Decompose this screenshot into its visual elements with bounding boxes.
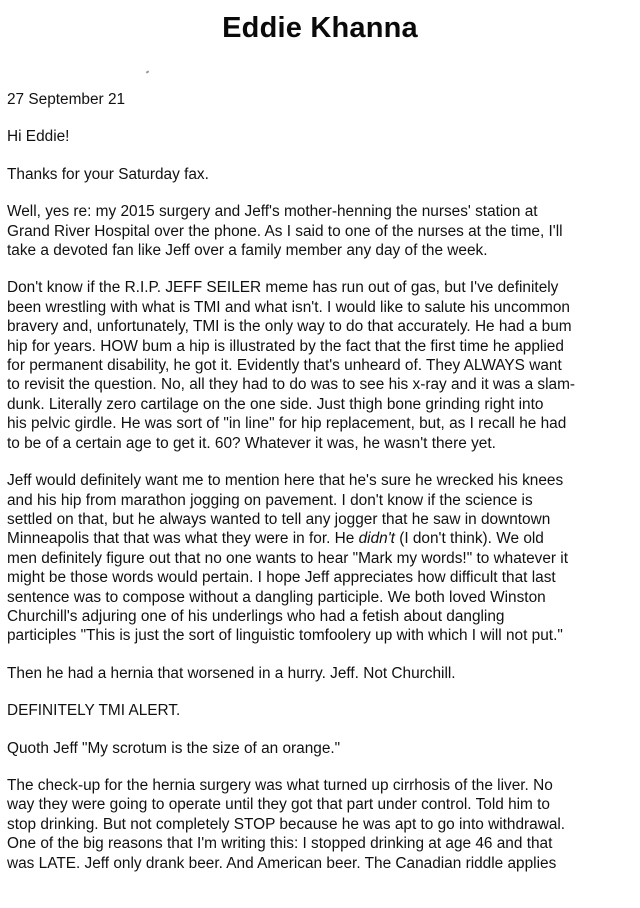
- paragraph-jogging: [7, 471, 635, 646]
- paragraph-line: sentence was to compose without a dangling participle. We both loved Winston: [7, 588, 546, 606]
- italic-word: didn't: [358, 530, 395, 548]
- paragraph-line: been wrestling with what is TMI and what isn't. I would like to salute his uncommon: [7, 298, 570, 316]
- paragraph-line: One of the big reasons that I'm writing this: I stopped drinking at age 46 and that: [7, 835, 553, 853]
- paragraph-line: take a devoted fan like Jeff over a family member any day of the week.: [7, 242, 488, 260]
- paragraph-line: Grand River Hospital over the phone. As I said to one of the nurses at the time, I'll: [7, 222, 563, 240]
- letter-greeting: [7, 127, 635, 146]
- paragraph-line: The check-up for the hernia surgery was what turned up cirrhosis of the liver. No: [7, 776, 553, 794]
- letter-date: [7, 90, 635, 109]
- paragraph-line: his pelvic girdle. He was sort of "in line" for hip replacement, but, as I recall he had: [7, 415, 567, 433]
- paragraph-line: and his hip from marathon jogging on pavement. I don't know if the science is: [7, 491, 533, 509]
- greeting-line: Hi Eddie!: [7, 128, 70, 146]
- paragraph-line: [7, 529, 635, 548]
- paragraph-quote: [7, 739, 635, 758]
- paragraph-line: bravery and, unfortunately, TMI is the only way to do that accurately. He had a bum: [7, 318, 572, 336]
- paragraph-line: dunk. Literally zero cartilage on the one side. Just thigh bone grinding right into: [7, 395, 544, 413]
- paragraph-line: Quoth Jeff "My scrotum is the size of an orange.": [7, 739, 341, 757]
- paragraph-line: stop drinking. But not completely STOP because he was apt to go into withdrawal.: [7, 815, 566, 833]
- paragraph-line: for permanent disability, he got it. Evidently that's unheard of. They ALWAYS want: [7, 357, 562, 375]
- line-end: (I don't think). We old: [394, 530, 544, 548]
- date-line: 27 September 21: [7, 91, 126, 108]
- paragraph-line: Thanks for your Saturday fax.: [7, 165, 209, 183]
- paragraph-line: Then he had a hernia that worsened in a hurry. Jeff. Not Churchill.: [7, 664, 456, 682]
- paragraph-alert: [7, 701, 635, 720]
- letter-title: Eddie Khanna: [222, 12, 418, 44]
- paragraph-line: way they were going to operate until they got that part under control. Told him to: [7, 796, 550, 814]
- paragraph-line: might be those words would pertain. I hope Jeff appreciates how difficult that last: [7, 569, 556, 587]
- paragraph-line: Don't know if the R.I.P. JEFF SEILER meme has run out of gas, but I've definitely: [7, 279, 559, 297]
- letter-body: [7, 90, 635, 891]
- paragraph-line: men definitely figure out that no one wants to hear "Mark my words!" to whatever it: [7, 549, 568, 567]
- paragraph-thanks: [7, 165, 635, 184]
- paragraph-line: was LATE. Jeff only drank beer. And American beer. The Canadian riddle applies: [7, 854, 557, 872]
- paragraph-surgery: [7, 202, 635, 260]
- paragraph-line: settled on that, but he always wanted to tell any jogger that he saw in downtown: [7, 510, 551, 528]
- paragraph-line: hip for years. HOW bum a hip is illustrated by the fact that the first time he applied: [7, 337, 564, 355]
- paragraph-line: DEFINITELY TMI ALERT.: [7, 702, 181, 720]
- paragraph-line: Churchill's adjuring one of his underlings who had a fetish about dangling: [7, 607, 505, 625]
- paragraph-hernia: [7, 664, 635, 683]
- paragraph-line: to revisit the question. No, all they had to do was to see his x-ray and it was a slam-: [7, 376, 576, 394]
- line-start: Minneapolis that that was what they were in for. He: [7, 530, 359, 548]
- paragraph-line: Jeff would definitely want me to mention here that he's sure he wrecked his knees: [7, 472, 564, 490]
- paragraph-checkup: [7, 776, 635, 873]
- paragraph-tmi: [7, 278, 635, 453]
- paragraph-line: Well, yes re: my 2015 surgery and Jeff's mother-henning the nurses' station at: [7, 203, 538, 221]
- scan-speck: [146, 70, 150, 73]
- paragraph-line: participles "This is just the sort of linguistic tomfoolery up with which I will not put.": [7, 627, 563, 645]
- paragraph-line: to be of a certain age to get it. 60? Whatever it was, he wasn't there yet.: [7, 434, 496, 452]
